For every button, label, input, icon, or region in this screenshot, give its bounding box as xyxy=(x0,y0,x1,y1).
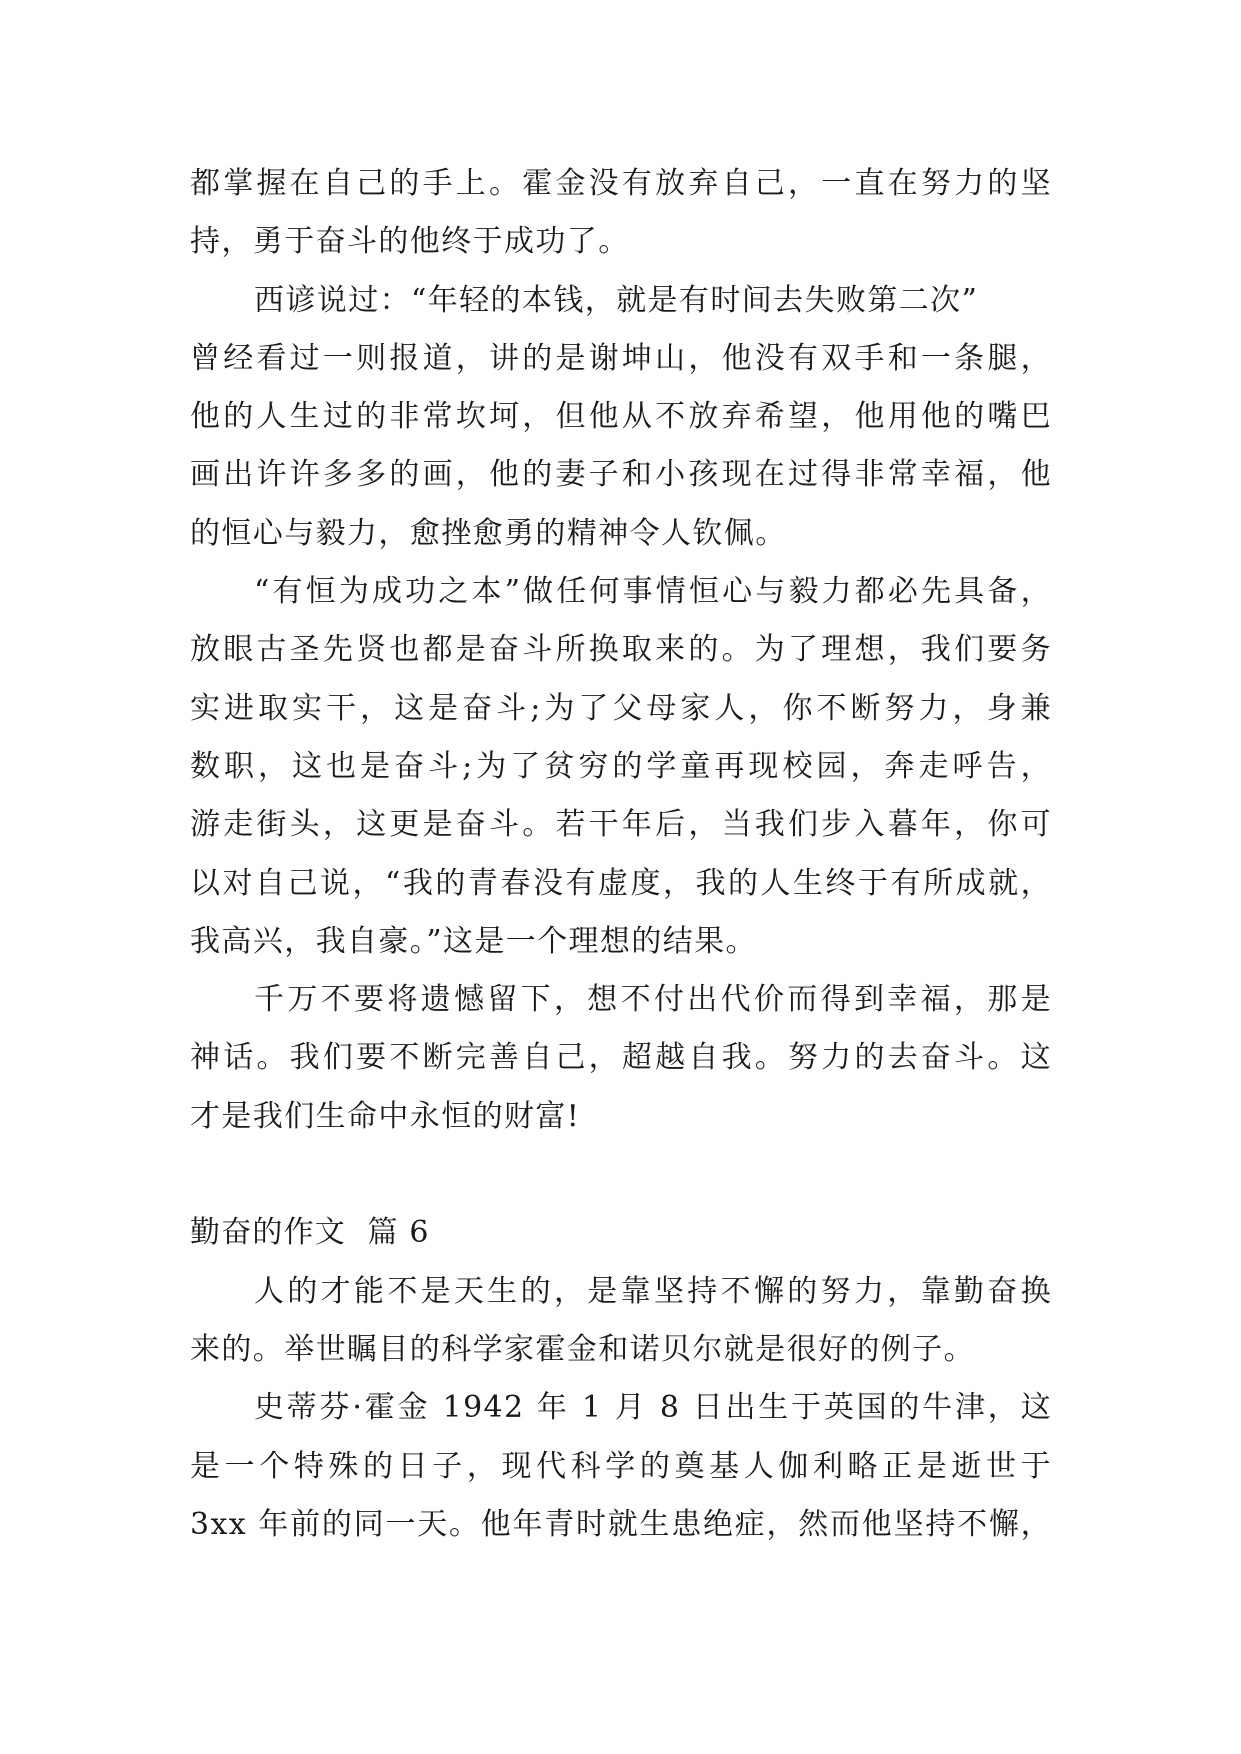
text-line: 以对自己说，“我的青春没有虚度，我的人生终于有所成就， xyxy=(190,865,1052,901)
text-line: 来的。举世瞩目的科学家霍金和诺贝尔就是很好的例子。 xyxy=(190,1331,975,1367)
section-heading: 勤奋的作文 篇 6 xyxy=(190,1215,430,1251)
document-page xyxy=(190,155,1052,1554)
text-line: 的恒心与毅力，愈挫愈勇的精神令人钦佩。 xyxy=(190,515,787,551)
paragraph-start-line: “有恒为成功之本”做任何事情恒心与毅力都必先具备， xyxy=(254,574,1052,610)
text-line: 3xx 年前的同一天。他年青时就生患绝症，然而他坚持不懈， xyxy=(190,1506,1052,1542)
text-line: 实进取实干，这是奋斗;为了父母家人，你不断努力，身兼 xyxy=(190,690,1052,726)
text-line: 神话。我们要不断完善自己，超越自我。努力的去奋斗。这 xyxy=(190,1040,1052,1076)
text-line: 他的人生过的非常坎坷，但他从不放弃希望，他用他的嘴巴 xyxy=(190,399,1052,435)
section-gap xyxy=(190,1146,1052,1204)
paragraph-start-line: 人的才能不是天生的，是靠坚持不懈的努力，靠勤奋换 xyxy=(254,1273,1052,1309)
text-line: 放眼古圣先贤也都是奋斗所换取来的。为了理想，我们要务 xyxy=(190,632,1052,668)
text-line: 数职，这也是奋斗;为了贫穷的学童再现校园，奔走呼告， xyxy=(190,748,1052,784)
paragraph-start-line: 西谚说过：“年轻的本钱，就是有时间去失败第二次” xyxy=(254,282,979,318)
text-line: 是一个特殊的日子，现代科学的奠基人伽利略正是逝世于 xyxy=(190,1448,1052,1484)
text-line: 都掌握在自己的手上。霍金没有放弃自己，一直在努力的坚 xyxy=(190,166,1052,201)
text-line: 我高兴，我自豪。”这是一个理想的结果。 xyxy=(190,923,757,959)
text-line: 画出许许多多的画，他的妻子和小孩现在过得非常幸福，他 xyxy=(190,457,1052,493)
paragraph-start-line: 史蒂芬·霍金 1942 年 1 月 8 日出生于英国的牛津，这 xyxy=(254,1390,1052,1426)
text-line: 持，勇于奋斗的他终于成功了。 xyxy=(190,224,630,260)
text-line: 才是我们生命中永恒的财富! xyxy=(190,1098,581,1134)
paragraph-start-line: 千万不要将遗憾留下，想不付出代价而得到幸福，那是 xyxy=(254,982,1052,1018)
text-line: 曾经看过一则报道，讲的是谢坤山，他没有双手和一条腿， xyxy=(190,340,1052,376)
text-line: 游走街头，这更是奋斗。若干年后，当我们步入暮年，你可 xyxy=(190,807,1052,843)
